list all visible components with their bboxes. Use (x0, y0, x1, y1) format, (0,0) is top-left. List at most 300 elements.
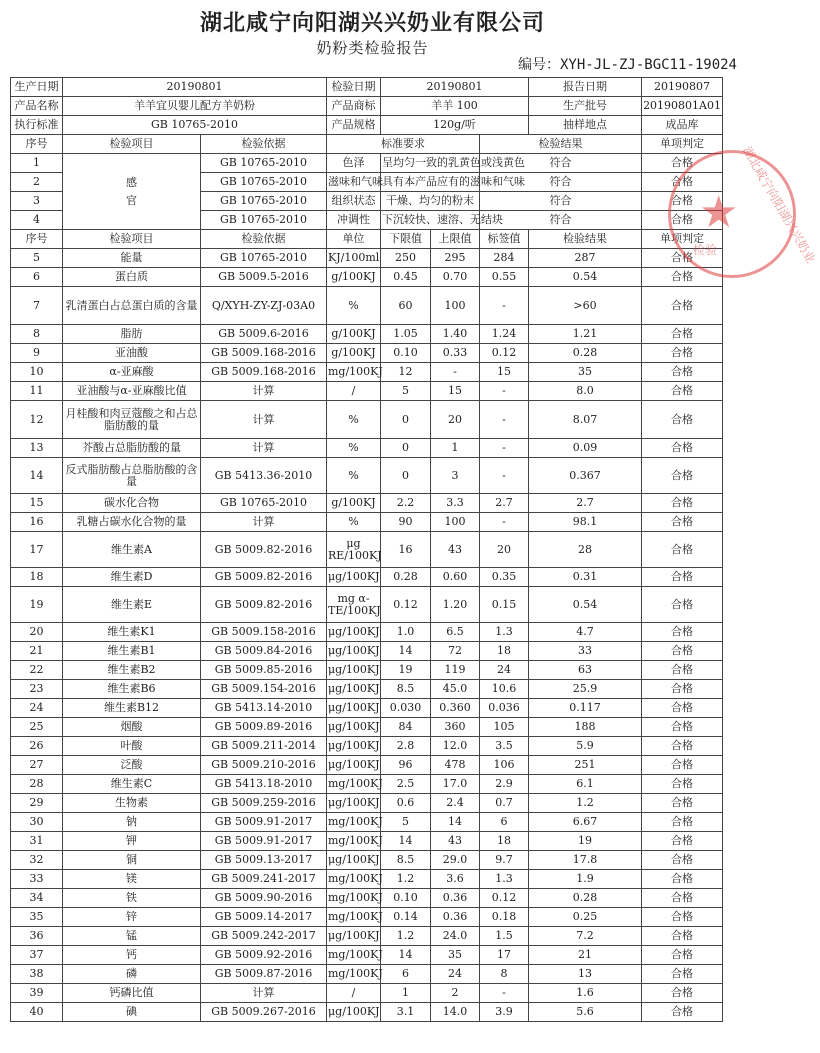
upper-limit: 0.70 (431, 268, 480, 287)
test-result: 0.09 (529, 439, 642, 458)
test-result: 19 (529, 832, 642, 851)
test-item: 维生素B2 (63, 661, 201, 680)
test-result: 1.6 (529, 984, 642, 1003)
item-row (11, 363, 723, 382)
item-row (11, 889, 723, 908)
item-row (11, 718, 723, 737)
label-value: 1.3 (480, 870, 529, 889)
lower-limit: 14 (381, 832, 431, 851)
verdict: 合格 (642, 756, 723, 775)
test-result: 28 (529, 532, 642, 568)
lower-limit: 60 (381, 287, 431, 325)
unit: mg/100KJ (327, 832, 381, 851)
upper-limit: 24.0 (431, 927, 480, 946)
test-result: 25.9 (529, 680, 642, 699)
verdict: 合格 (642, 211, 723, 230)
verdict: 合格 (642, 927, 723, 946)
verdict: 合格 (642, 439, 723, 458)
test-item: 维生素K1 (63, 623, 201, 642)
item-row (11, 661, 723, 680)
verdict: 合格 (642, 344, 723, 363)
item-row (11, 870, 723, 889)
label-value: 0.036 (480, 699, 529, 718)
test-item: 生物素 (63, 794, 201, 813)
unit: mg/100KJ (327, 813, 381, 832)
upper-limit: 3.3 (431, 494, 480, 513)
item-row (11, 344, 723, 363)
lower-limit: 8.5 (381, 851, 431, 870)
label-value: 24 (480, 661, 529, 680)
lower-limit: 0.10 (381, 889, 431, 908)
row-number: 25 (11, 718, 63, 737)
test-item: 碘 (63, 1003, 201, 1022)
test-item: 锌 (63, 908, 201, 927)
test-basis: GB 10765-2010 (201, 494, 327, 513)
unit: KJ/100ml (327, 249, 381, 268)
column-header: 标准要求 (327, 135, 480, 154)
test-basis: GB 5009.6-2016 (201, 325, 327, 344)
test-result: 8.0 (529, 382, 642, 401)
verdict: 合格 (642, 363, 723, 382)
upper-limit: 100 (431, 287, 480, 325)
test-basis: GB 5009.168-2016 (201, 344, 327, 363)
test-item: 维生素A (63, 532, 201, 568)
item-row (11, 775, 723, 794)
upper-limit: 14.0 (431, 1003, 480, 1022)
upper-limit: 72 (431, 642, 480, 661)
upper-limit: 20 (431, 401, 480, 439)
item-row (11, 756, 723, 775)
test-basis: GB 5009.91-2017 (201, 813, 327, 832)
info-row (11, 116, 723, 135)
verdict: 合格 (642, 192, 723, 211)
column-header: 检验依据 (201, 230, 327, 249)
test-result: 98.1 (529, 513, 642, 532)
company-name: 湖北咸宁向阳湖兴兴奶业有限公司 (199, 10, 545, 36)
unit: μg/100KJ (327, 699, 381, 718)
column-header: 检验依据 (201, 135, 327, 154)
lower-limit: 1 (381, 984, 431, 1003)
test-item: 泛酸 (63, 756, 201, 775)
item-row (11, 458, 723, 494)
test-item: 亚油酸 (63, 344, 201, 363)
unit: μg/100KJ (327, 851, 381, 870)
test-item: 月桂酸和肉豆蔻酸之和占总脂肪酸的量 (63, 401, 201, 439)
lower-limit: 0.12 (381, 587, 431, 623)
item-row (11, 699, 723, 718)
lower-limit: 0.14 (381, 908, 431, 927)
row-number: 8 (11, 325, 63, 344)
lower-limit: 250 (381, 249, 431, 268)
test-basis: GB 5009.211-2014 (201, 737, 327, 756)
verdict: 合格 (642, 494, 723, 513)
test-result: 0.117 (529, 699, 642, 718)
upper-limit: 2 (431, 984, 480, 1003)
unit: % (327, 287, 381, 325)
verdict: 合格 (642, 889, 723, 908)
unit: μg/100KJ (327, 661, 381, 680)
test-basis: GB 5009.90-2016 (201, 889, 327, 908)
test-basis: GB 5413.18-2010 (201, 775, 327, 794)
info-label: 生产日期 (11, 78, 63, 97)
upper-limit: 45.0 (431, 680, 480, 699)
test-basis: 计算 (201, 513, 327, 532)
row-number: 21 (11, 642, 63, 661)
test-basis: GB 5009.210-2016 (201, 756, 327, 775)
lower-limit: 2.5 (381, 775, 431, 794)
test-basis: GB 5009.82-2016 (201, 587, 327, 623)
column-header: 下限值 (381, 230, 431, 249)
upper-limit: 12.0 (431, 737, 480, 756)
row-number: 24 (11, 699, 63, 718)
row-number: 18 (11, 568, 63, 587)
test-basis: GB 5009.154-2016 (201, 680, 327, 699)
unit: mg/100KJ (327, 889, 381, 908)
test-result: 21 (529, 946, 642, 965)
test-basis: Q/XYH-ZY-ZJ-03A0 (201, 287, 327, 325)
info-label: 生产批号 (529, 97, 642, 116)
label-value: 18 (480, 642, 529, 661)
test-item: 钙 (63, 946, 201, 965)
test-basis: GB 5009.241-2017 (201, 870, 327, 889)
verdict: 合格 (642, 661, 723, 680)
test-result: 0.25 (529, 908, 642, 927)
test-item: 铜 (63, 851, 201, 870)
verdict: 合格 (642, 718, 723, 737)
column-header: 检验结果 (480, 135, 642, 154)
test-item: 铁 (63, 889, 201, 908)
test-result: 17.8 (529, 851, 642, 870)
info-label: 产品规格 (327, 116, 381, 135)
test-basis: GB 5009.5-2016 (201, 268, 327, 287)
verdict: 合格 (642, 287, 723, 325)
sensory-attribute: 组织状态 (327, 192, 381, 211)
lower-limit: 96 (381, 756, 431, 775)
row-number: 2 (11, 173, 63, 192)
verdict: 合格 (642, 642, 723, 661)
lower-limit: 16 (381, 532, 431, 568)
star-icon: ★ (699, 187, 739, 238)
unit: mg/100KJ (327, 775, 381, 794)
test-result: 2.7 (529, 494, 642, 513)
info-value: 20190801 (63, 78, 327, 97)
upper-limit: 35 (431, 946, 480, 965)
items-header-row (11, 230, 723, 249)
lower-limit: 0.45 (381, 268, 431, 287)
test-result: 0.367 (529, 458, 642, 494)
label-value: 3.5 (480, 737, 529, 756)
test-basis: GB 5009.259-2016 (201, 794, 327, 813)
row-number: 32 (11, 851, 63, 870)
verdict: 合格 (642, 794, 723, 813)
lower-limit: 1.2 (381, 870, 431, 889)
unit: μg/100KJ (327, 718, 381, 737)
test-basis: GB 10765-2010 (201, 192, 327, 211)
column-header: 单位 (327, 230, 381, 249)
lower-limit: 3.1 (381, 1003, 431, 1022)
item-row (11, 268, 723, 287)
label-value: 6 (480, 813, 529, 832)
unit: μg/100KJ (327, 794, 381, 813)
upper-limit: 1.20 (431, 587, 480, 623)
report-title: 奶粉类检验报告 (316, 39, 429, 57)
unit: mg/100KJ (327, 363, 381, 382)
upper-limit: 15 (431, 382, 480, 401)
row-number: 22 (11, 661, 63, 680)
info-value: 成品库 (642, 116, 723, 135)
upper-limit: 0.33 (431, 344, 480, 363)
verdict: 合格 (642, 154, 723, 173)
info-value: 羊羊 100 (381, 97, 529, 116)
info-label: 检验日期 (327, 78, 381, 97)
verdict: 合格 (642, 325, 723, 344)
unit: mg α-TE/100KJ (327, 587, 381, 623)
verdict: 合格 (642, 680, 723, 699)
label-value: - (480, 382, 529, 401)
column-header: 标签值 (480, 230, 529, 249)
test-result: 0.28 (529, 344, 642, 363)
test-item: 能量 (63, 249, 201, 268)
upper-limit: 14 (431, 813, 480, 832)
test-result: 251 (529, 756, 642, 775)
test-item: 亚油酸与α-亚麻酸比值 (63, 382, 201, 401)
test-item: 维生素B12 (63, 699, 201, 718)
lower-limit: 6 (381, 965, 431, 984)
label-value: - (480, 513, 529, 532)
row-number: 3 (11, 192, 63, 211)
test-result: >60 (529, 287, 642, 325)
test-item: 碳水化合物 (63, 494, 201, 513)
test-item: 维生素C (63, 775, 201, 794)
item-row (11, 965, 723, 984)
test-item: 乳糖占碳水化合物的量 (63, 513, 201, 532)
test-basis: GB 10765-2010 (201, 154, 327, 173)
upper-limit: 100 (431, 513, 480, 532)
row-number: 38 (11, 965, 63, 984)
unit: % (327, 439, 381, 458)
test-result: 0.54 (529, 268, 642, 287)
item-row (11, 851, 723, 870)
row-number: 15 (11, 494, 63, 513)
verdict: 合格 (642, 870, 723, 889)
verdict: 合格 (642, 984, 723, 1003)
item-row (11, 908, 723, 927)
test-item: 镁 (63, 870, 201, 889)
upper-limit: 478 (431, 756, 480, 775)
lower-limit: 0.10 (381, 344, 431, 363)
requirement: 干燥、均匀的粉末 (381, 192, 480, 211)
info-label: 抽样地点 (529, 116, 642, 135)
test-item: 蛋白质 (63, 268, 201, 287)
unit: mg/100KJ (327, 946, 381, 965)
test-result: 287 (529, 249, 642, 268)
lower-limit: 0 (381, 401, 431, 439)
unit: % (327, 458, 381, 494)
item-row (11, 927, 723, 946)
label-value: 1.24 (480, 325, 529, 344)
sensory-attribute: 色泽 (327, 154, 381, 173)
lower-limit: 14 (381, 946, 431, 965)
verdict: 合格 (642, 458, 723, 494)
requirement: 具有本产品应有的滋味和气味 (381, 173, 480, 192)
info-value: 20190807 (642, 78, 723, 97)
test-item: 反式脂肪酸占总脂肪酸的含量 (63, 458, 201, 494)
lower-limit: 84 (381, 718, 431, 737)
lower-limit: 12 (381, 363, 431, 382)
row-number: 28 (11, 775, 63, 794)
upper-limit: 43 (431, 532, 480, 568)
test-item: 维生素E (63, 587, 201, 623)
upper-limit: 0.60 (431, 568, 480, 587)
verdict: 合格 (642, 568, 723, 587)
label-value: 1.3 (480, 623, 529, 642)
upper-limit: 0.360 (431, 699, 480, 718)
row-number: 1 (11, 154, 63, 173)
unit: μg/100KJ (327, 927, 381, 946)
requirement: 呈均匀一致的乳黄色或浅黄色 (381, 154, 480, 173)
info-row (11, 78, 723, 97)
row-number: 39 (11, 984, 63, 1003)
test-basis: GB 5009.92-2016 (201, 946, 327, 965)
test-result: 5.9 (529, 737, 642, 756)
item-row (11, 813, 723, 832)
column-header: 检验项目 (63, 230, 201, 249)
test-result: 0.31 (529, 568, 642, 587)
label-value: 0.7 (480, 794, 529, 813)
test-item: 乳清蛋白占总蛋白质的含量 (63, 287, 201, 325)
row-number: 23 (11, 680, 63, 699)
label-value: 2.7 (480, 494, 529, 513)
verdict: 合格 (642, 946, 723, 965)
row-number: 5 (11, 249, 63, 268)
row-number: 33 (11, 870, 63, 889)
lower-limit: 0 (381, 458, 431, 494)
column-header: 序号 (11, 135, 63, 154)
test-result: 8.07 (529, 401, 642, 439)
label-value: 0.35 (480, 568, 529, 587)
test-item: 烟酸 (63, 718, 201, 737)
upper-limit: 17.0 (431, 775, 480, 794)
verdict: 合格 (642, 382, 723, 401)
row-number: 26 (11, 737, 63, 756)
row-number: 13 (11, 439, 63, 458)
report-serial-number: 编号：XYH-JL-ZJ-BGC11-19024 (517, 57, 737, 73)
unit: g/100KJ (327, 268, 381, 287)
upper-limit: 295 (431, 249, 480, 268)
item-row (11, 946, 723, 965)
unit: % (327, 401, 381, 439)
upper-limit: 29.0 (431, 851, 480, 870)
sensory-header-row (11, 135, 723, 154)
label-value: - (480, 401, 529, 439)
item-row (11, 439, 723, 458)
row-number: 11 (11, 382, 63, 401)
label-value: 17 (480, 946, 529, 965)
test-result: 6.67 (529, 813, 642, 832)
item-row (11, 494, 723, 513)
row-number: 4 (11, 211, 63, 230)
test-result: 1.2 (529, 794, 642, 813)
test-basis: GB 5009.13-2017 (201, 851, 327, 870)
verdict: 合格 (642, 737, 723, 756)
unit: g/100KJ (327, 494, 381, 513)
info-label: 产品名称 (11, 97, 63, 116)
item-row (11, 401, 723, 439)
test-item: 芥酸占总脂肪酸的量 (63, 439, 201, 458)
row-number: 10 (11, 363, 63, 382)
verdict: 合格 (642, 813, 723, 832)
row-number: 20 (11, 623, 63, 642)
item-row (11, 680, 723, 699)
test-basis: 计算 (201, 382, 327, 401)
verdict: 合格 (642, 832, 723, 851)
upper-limit: 2.4 (431, 794, 480, 813)
test-result: 35 (529, 363, 642, 382)
row-number: 27 (11, 756, 63, 775)
test-item: 钙磷比值 (63, 984, 201, 1003)
verdict: 合格 (642, 268, 723, 287)
label-value: 1.5 (480, 927, 529, 946)
verdict: 合格 (642, 532, 723, 568)
column-header: 序号 (11, 230, 63, 249)
test-basis: GB 10765-2010 (201, 211, 327, 230)
verdict: 合格 (642, 965, 723, 984)
test-result: 符合 (480, 211, 642, 230)
stamp-text-top: 湖北咸宁向阳湖兴兴奶业 (739, 144, 818, 266)
test-basis: 计算 (201, 984, 327, 1003)
row-number: 30 (11, 813, 63, 832)
test-basis: GB 5009.14-2017 (201, 908, 327, 927)
inspection-table (10, 77, 723, 1022)
upper-limit: 119 (431, 661, 480, 680)
verdict: 合格 (642, 1003, 723, 1022)
row-number: 19 (11, 587, 63, 623)
test-basis: GB 5009.82-2016 (201, 532, 327, 568)
test-basis: GB 5009.87-2016 (201, 965, 327, 984)
item-row (11, 587, 723, 623)
unit: μg/100KJ (327, 1003, 381, 1022)
upper-limit: 24 (431, 965, 480, 984)
label-value: - (480, 458, 529, 494)
test-basis: GB 5009.267-2016 (201, 1003, 327, 1022)
unit: μg/100KJ (327, 623, 381, 642)
test-item: 维生素B1 (63, 642, 201, 661)
item-row (11, 794, 723, 813)
lower-limit: 90 (381, 513, 431, 532)
unit: / (327, 382, 381, 401)
info-value: 20190801 (381, 78, 529, 97)
upper-limit: 360 (431, 718, 480, 737)
test-result: 符合 (480, 173, 642, 192)
row-number: 37 (11, 946, 63, 965)
item-row (11, 287, 723, 325)
lower-limit: 1.05 (381, 325, 431, 344)
lower-limit: 19 (381, 661, 431, 680)
label-value: 0.12 (480, 889, 529, 908)
item-row (11, 513, 723, 532)
label-value: 18 (480, 832, 529, 851)
upper-limit: 0.36 (431, 889, 480, 908)
test-basis: GB 5009.168-2016 (201, 363, 327, 382)
verdict: 合格 (642, 699, 723, 718)
verdict: 合格 (642, 908, 723, 927)
test-item: 叶酸 (63, 737, 201, 756)
item-row (11, 568, 723, 587)
row-number: 6 (11, 268, 63, 287)
info-value: 120g/听 (381, 116, 529, 135)
column-header: 检验项目 (63, 135, 201, 154)
upper-limit: 43 (431, 832, 480, 851)
